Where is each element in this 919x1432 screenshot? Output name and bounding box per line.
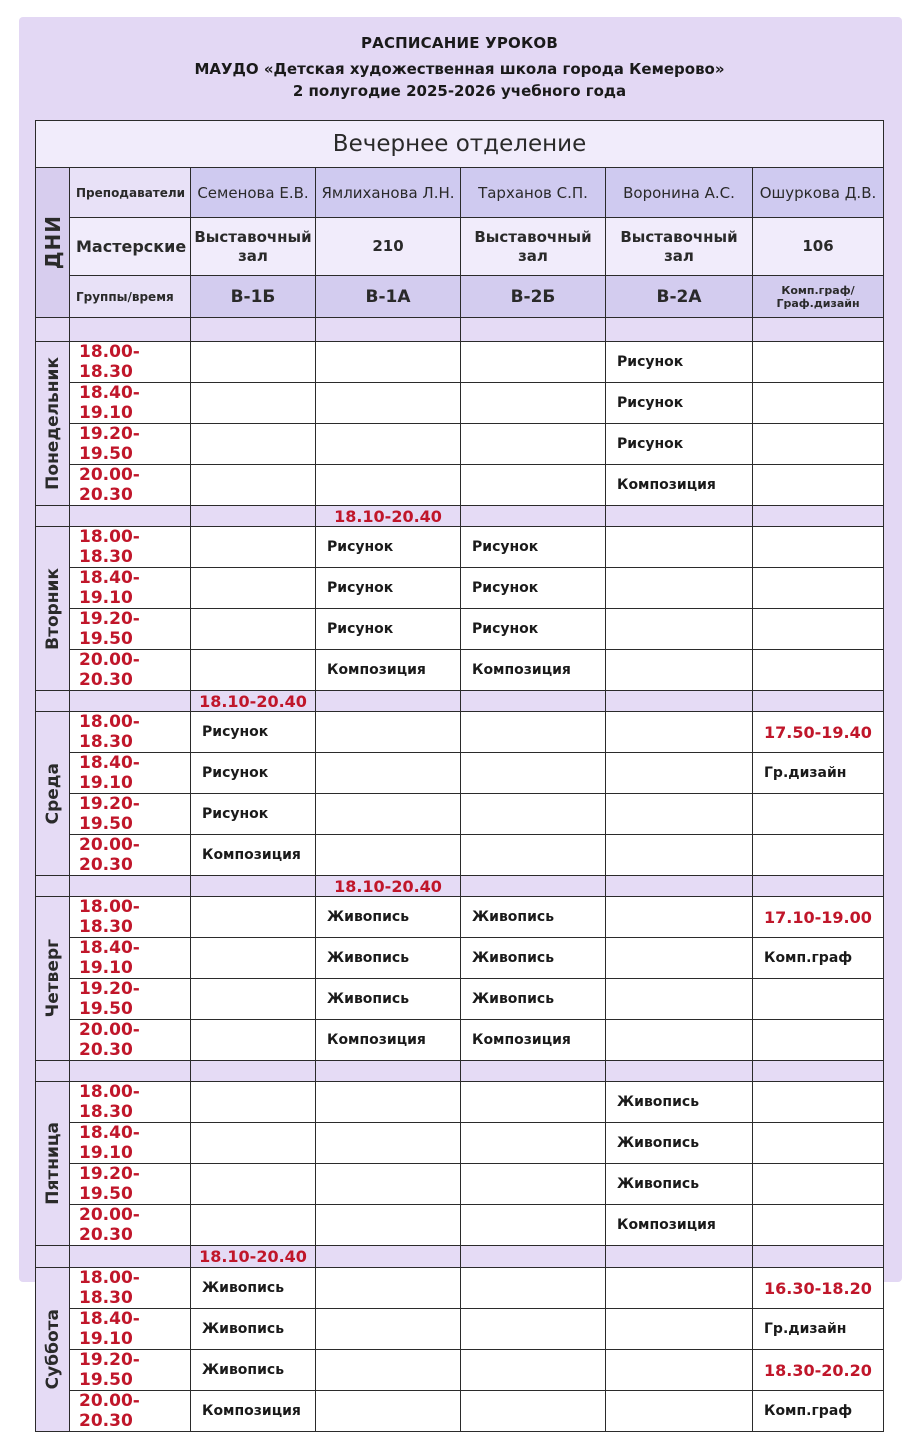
day-separator	[36, 506, 884, 527]
lesson-time: 18.00-18.30	[70, 527, 191, 568]
table-row	[36, 1268, 884, 1309]
lesson-cell	[606, 938, 753, 979]
lesson-cell	[753, 979, 884, 1020]
lesson-time: 18.40-19.10	[70, 1309, 191, 1350]
schedule-table	[35, 120, 884, 1432]
teacher-3: Воронина А.С.	[606, 168, 753, 218]
lesson-time: 20.00-20.30	[70, 465, 191, 506]
lesson-cell	[191, 465, 316, 506]
lesson-cell	[316, 1123, 461, 1164]
combined-time-note: 18.10-20.40	[316, 506, 461, 527]
table-row	[36, 897, 884, 938]
lesson-cell	[316, 835, 461, 876]
separator-cell	[461, 1246, 606, 1268]
lesson-cell	[461, 1123, 606, 1164]
lesson-cell	[461, 1205, 606, 1246]
separator-cell	[606, 876, 753, 897]
lesson-cell	[316, 712, 461, 753]
day-name: Вторник	[42, 567, 63, 650]
table-row	[36, 938, 884, 979]
lesson-cell: Живопись	[606, 1082, 753, 1123]
lesson-time: 20.00-20.30	[70, 650, 191, 691]
lesson-cell	[753, 650, 884, 691]
lesson-cell: Живопись	[316, 979, 461, 1020]
teacher-4: Ошуркова Д.В.	[753, 168, 884, 218]
lesson-cell: Живопись	[606, 1164, 753, 1205]
day-name: Понедельник	[42, 357, 63, 490]
day-name: Суббота	[42, 1309, 63, 1390]
lesson-cell: Рисунок	[606, 383, 753, 424]
separator-cell	[753, 691, 884, 712]
lesson-cell: Композиция	[461, 1020, 606, 1061]
lesson-cell	[461, 1391, 606, 1432]
separator-cell	[70, 1246, 191, 1268]
lesson-cell	[191, 650, 316, 691]
separator-cell	[316, 691, 461, 712]
lesson-cell	[316, 1205, 461, 1246]
groups-row-label: Группы/время	[70, 276, 191, 318]
lesson-cell	[191, 897, 316, 938]
lesson-time: 19.20-19.50	[70, 1164, 191, 1205]
day-cell	[36, 527, 70, 691]
lesson-cell: Композиция	[191, 1391, 316, 1432]
separator-cell	[36, 318, 70, 342]
semester-line: 2 полугодие 2025-2026 учебного года	[292, 82, 627, 100]
room-2: Выставочный зал	[461, 218, 606, 276]
lesson-cell: Композиция	[191, 835, 316, 876]
lesson-cell	[606, 753, 753, 794]
section-title: Вечернее отделение	[36, 121, 884, 168]
lesson-cell	[606, 1391, 753, 1432]
day-separator	[36, 318, 884, 342]
doc-title: РАСПИСАНИЕ УРОКОВ	[360, 34, 559, 52]
separator-cell	[36, 1246, 70, 1268]
lesson-cell	[753, 568, 884, 609]
lesson-cell	[606, 897, 753, 938]
day-cell	[36, 1268, 70, 1432]
lesson-cell: 16.30-18.20	[753, 1268, 884, 1309]
room-3: Выставочный зал	[606, 218, 753, 276]
lesson-cell	[606, 1020, 753, 1061]
lesson-cell	[316, 1391, 461, 1432]
group-0: В-1Б	[191, 276, 316, 318]
separator-cell	[70, 1061, 191, 1082]
lesson-cell: Рисунок	[606, 342, 753, 383]
lesson-cell	[606, 979, 753, 1020]
lesson-time: 18.00-18.30	[70, 342, 191, 383]
separator-cell	[316, 1246, 461, 1268]
table-row	[36, 753, 884, 794]
separator-cell	[753, 318, 884, 342]
day-cell	[36, 342, 70, 506]
lesson-cell	[191, 1020, 316, 1061]
separator-cell	[461, 876, 606, 897]
lesson-cell: Живопись	[461, 938, 606, 979]
room-4: 106	[753, 218, 884, 276]
rooms-row-label: Мастерские	[70, 218, 191, 276]
group-1: В-1А	[316, 276, 461, 318]
lesson-cell	[191, 609, 316, 650]
separator-cell	[316, 1061, 461, 1082]
group-3: В-2А	[606, 276, 753, 318]
lesson-cell	[753, 424, 884, 465]
lesson-cell: Рисунок	[316, 568, 461, 609]
lesson-cell	[191, 383, 316, 424]
combined-time-note: 18.10-20.40	[191, 1246, 316, 1268]
day-cell	[36, 897, 70, 1061]
lesson-cell	[606, 1268, 753, 1309]
teacher-1: Ямлиханова Л.Н.	[316, 168, 461, 218]
lesson-cell: 17.50-19.40	[753, 712, 884, 753]
lesson-time: 18.40-19.10	[70, 753, 191, 794]
lesson-cell	[461, 1082, 606, 1123]
separator-cell	[461, 1061, 606, 1082]
separator-cell	[753, 1246, 884, 1268]
separator-cell	[36, 876, 70, 897]
table-row	[36, 465, 884, 506]
lesson-cell	[606, 527, 753, 568]
lesson-cell	[461, 424, 606, 465]
lesson-cell: Рисунок	[191, 794, 316, 835]
group-2: В-2Б	[461, 276, 606, 318]
lesson-cell: Гр.дизайн	[753, 1309, 884, 1350]
lesson-cell	[316, 794, 461, 835]
lesson-cell	[753, 383, 884, 424]
separator-cell	[753, 506, 884, 527]
table-row	[36, 424, 884, 465]
lesson-cell: Живопись	[461, 897, 606, 938]
lesson-time: 19.20-19.50	[70, 1350, 191, 1391]
lesson-cell	[753, 342, 884, 383]
lesson-cell	[316, 342, 461, 383]
lesson-cell	[753, 794, 884, 835]
lesson-time: 19.20-19.50	[70, 979, 191, 1020]
lesson-cell	[606, 1350, 753, 1391]
lesson-time: 19.20-19.50	[70, 424, 191, 465]
table-row	[36, 1350, 884, 1391]
days-label: ДНИ	[40, 215, 65, 270]
room-1: 210	[316, 218, 461, 276]
teacher-2: Тарханов С.П.	[461, 168, 606, 218]
lesson-cell	[316, 1268, 461, 1309]
combined-time-note: 18.10-20.40	[191, 691, 316, 712]
lesson-cell: 17.10-19.00	[753, 897, 884, 938]
table-row	[36, 650, 884, 691]
lesson-cell	[461, 712, 606, 753]
lesson-cell	[461, 1309, 606, 1350]
lesson-cell	[191, 424, 316, 465]
table-row	[36, 1082, 884, 1123]
lesson-time: 18.40-19.10	[70, 383, 191, 424]
teacher-0: Семенова Е.В.	[191, 168, 316, 218]
lesson-cell	[191, 1123, 316, 1164]
lesson-cell: Живопись	[606, 1123, 753, 1164]
lesson-cell	[461, 1268, 606, 1309]
lesson-cell: Композиция	[316, 650, 461, 691]
lesson-cell	[753, 1205, 884, 1246]
table-row	[36, 1391, 884, 1432]
table-row	[36, 342, 884, 383]
school-name: МАУДО «Детская художественная школа города Кемерово»	[194, 60, 725, 78]
table-row	[36, 383, 884, 424]
lesson-time: 20.00-20.30	[70, 835, 191, 876]
lesson-cell	[753, 609, 884, 650]
day-name: Четверг	[42, 939, 63, 1018]
lesson-time: 18.40-19.10	[70, 1123, 191, 1164]
lesson-cell	[191, 342, 316, 383]
lesson-cell	[316, 1350, 461, 1391]
lesson-time: 18.40-19.10	[70, 938, 191, 979]
lesson-cell	[753, 1020, 884, 1061]
lesson-cell	[461, 465, 606, 506]
separator-cell	[753, 1061, 884, 1082]
table-row	[36, 1123, 884, 1164]
lesson-cell: Композиция	[606, 465, 753, 506]
lesson-cell	[316, 1164, 461, 1205]
lesson-cell	[461, 342, 606, 383]
table-row	[36, 1020, 884, 1061]
lesson-cell	[606, 712, 753, 753]
day-separator	[36, 1061, 884, 1082]
lesson-time: 19.20-19.50	[70, 609, 191, 650]
combined-time-note: 18.10-20.40	[316, 876, 461, 897]
lesson-cell	[191, 527, 316, 568]
separator-cell	[461, 506, 606, 527]
separator-cell	[606, 691, 753, 712]
lesson-cell	[461, 753, 606, 794]
lesson-cell	[753, 1164, 884, 1205]
lesson-cell	[316, 1082, 461, 1123]
teachers-row-label: Преподаватели	[70, 168, 191, 218]
lesson-cell	[606, 568, 753, 609]
lesson-cell	[316, 753, 461, 794]
separator-cell	[70, 506, 191, 527]
lesson-cell	[191, 979, 316, 1020]
lesson-time: 18.00-18.30	[70, 1082, 191, 1123]
lesson-cell: Живопись	[316, 897, 461, 938]
lesson-cell	[461, 1164, 606, 1205]
separator-cell	[461, 318, 606, 342]
day-separator	[36, 876, 884, 897]
lesson-cell: 18.30-20.20	[753, 1350, 884, 1391]
lesson-cell	[753, 465, 884, 506]
lesson-cell: Живопись	[461, 979, 606, 1020]
group-4: Комп.граф/ Граф.дизайн	[753, 276, 884, 318]
separator-cell	[606, 318, 753, 342]
separator-cell	[36, 506, 70, 527]
lesson-cell: Рисунок	[461, 527, 606, 568]
day-cell	[36, 1082, 70, 1246]
separator-cell	[70, 876, 191, 897]
lesson-cell: Живопись	[191, 1309, 316, 1350]
lesson-cell	[753, 1082, 884, 1123]
lesson-cell	[461, 383, 606, 424]
separator-cell	[316, 318, 461, 342]
separator-cell	[36, 1061, 70, 1082]
lesson-cell: Комп.граф	[753, 938, 884, 979]
day-cell	[36, 712, 70, 876]
lesson-cell	[191, 1164, 316, 1205]
lesson-cell: Рисунок	[191, 753, 316, 794]
lesson-cell	[191, 568, 316, 609]
lesson-cell: Рисунок	[191, 712, 316, 753]
separator-cell	[70, 318, 191, 342]
lesson-time: 18.00-18.30	[70, 1268, 191, 1309]
lesson-cell	[606, 609, 753, 650]
table-row	[36, 568, 884, 609]
separator-cell	[606, 1246, 753, 1268]
lesson-cell: Живопись	[191, 1268, 316, 1309]
day-name: Пятница	[42, 1122, 63, 1205]
lesson-cell	[753, 527, 884, 568]
lesson-cell: Рисунок	[461, 609, 606, 650]
lesson-cell: Рисунок	[316, 609, 461, 650]
separator-cell	[191, 876, 316, 897]
separator-cell	[191, 318, 316, 342]
lesson-time: 20.00-20.30	[70, 1391, 191, 1432]
lesson-time: 20.00-20.30	[70, 1020, 191, 1061]
lesson-cell	[316, 465, 461, 506]
lesson-cell: Живопись	[191, 1350, 316, 1391]
days-header-cell	[36, 168, 70, 318]
table-row	[36, 1205, 884, 1246]
lesson-time: 18.00-18.30	[70, 897, 191, 938]
lesson-cell: Композиция	[606, 1205, 753, 1246]
separator-cell	[70, 691, 191, 712]
lesson-cell: Композиция	[316, 1020, 461, 1061]
lesson-cell	[191, 938, 316, 979]
table-row	[36, 794, 884, 835]
table-row	[36, 979, 884, 1020]
separator-cell	[753, 876, 884, 897]
day-separator	[36, 1246, 884, 1268]
lesson-cell: Рисунок	[606, 424, 753, 465]
separator-cell	[191, 506, 316, 527]
lesson-cell: Гр.дизайн	[753, 753, 884, 794]
lesson-cell	[316, 383, 461, 424]
lesson-cell	[191, 1205, 316, 1246]
lesson-cell: Живопись	[316, 938, 461, 979]
lesson-cell: Комп.граф	[753, 1391, 884, 1432]
day-name: Среда	[42, 762, 63, 825]
lesson-time: 18.40-19.10	[70, 568, 191, 609]
table-row	[36, 712, 884, 753]
table-row	[36, 1309, 884, 1350]
day-separator	[36, 691, 884, 712]
lesson-cell	[606, 650, 753, 691]
lesson-cell: Композиция	[461, 650, 606, 691]
lesson-cell	[461, 835, 606, 876]
separator-cell	[606, 1061, 753, 1082]
table-row	[36, 527, 884, 568]
separator-cell	[606, 506, 753, 527]
lesson-cell	[191, 1082, 316, 1123]
room-0: Выставочный зал	[191, 218, 316, 276]
lesson-cell: Рисунок	[316, 527, 461, 568]
lesson-cell	[753, 835, 884, 876]
table-row	[36, 835, 884, 876]
separator-cell	[191, 1061, 316, 1082]
table-row	[36, 1164, 884, 1205]
separator-cell	[461, 691, 606, 712]
lesson-cell	[316, 1309, 461, 1350]
lesson-cell	[461, 1350, 606, 1391]
lesson-cell	[606, 835, 753, 876]
lesson-cell	[316, 424, 461, 465]
lesson-cell	[461, 794, 606, 835]
lesson-cell: Рисунок	[461, 568, 606, 609]
lesson-cell	[753, 1123, 884, 1164]
lesson-time: 20.00-20.30	[70, 1205, 191, 1246]
lesson-time: 19.20-19.50	[70, 794, 191, 835]
lesson-time: 18.00-18.30	[70, 712, 191, 753]
separator-cell	[36, 691, 70, 712]
lesson-cell	[606, 794, 753, 835]
lesson-cell	[606, 1309, 753, 1350]
table-row	[36, 609, 884, 650]
